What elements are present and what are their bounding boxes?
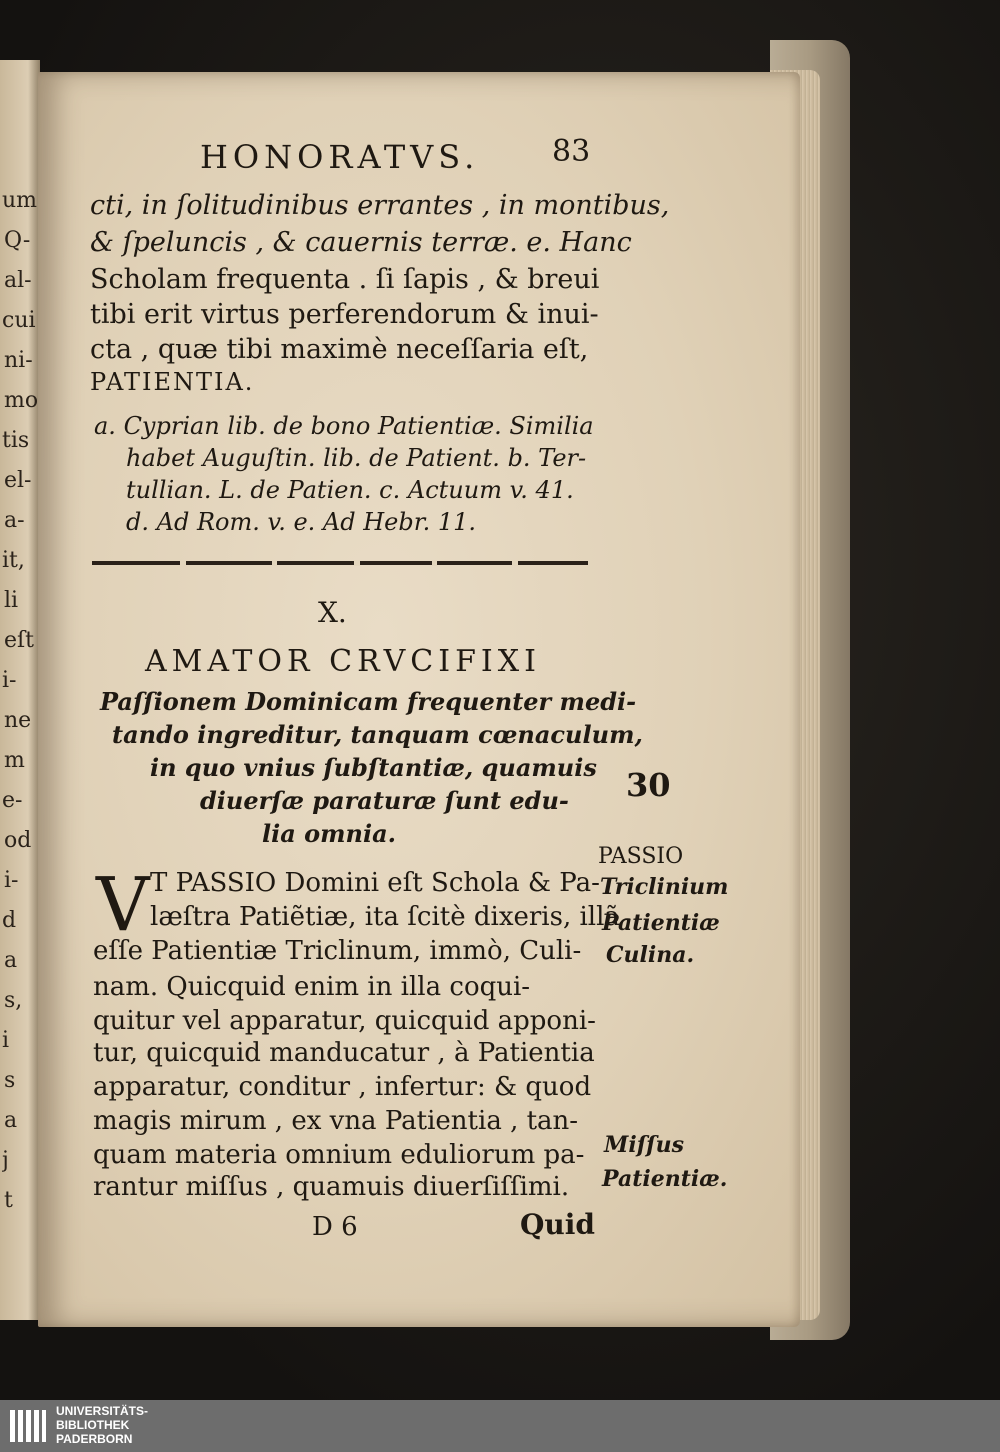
body-line: læſtra Patiẽtiæ, ita ſcitè dixeris, illã <box>150 902 620 932</box>
facing-page-fragment: d <box>2 910 17 932</box>
drop-cap: V <box>96 862 150 948</box>
margin-note: Culina. <box>606 942 695 968</box>
text-line: PATIENTIA. <box>90 368 255 396</box>
facing-page-fragment: tis <box>2 430 30 452</box>
facing-page-fragment: s, <box>4 990 23 1012</box>
ornamental-rule <box>92 560 588 566</box>
page-number: 83 <box>552 134 591 169</box>
body-line: apparatur, conditur , infertur: & quod <box>93 1072 592 1102</box>
subtitle-line: in quo vnius ſubſtantiæ, quamuis <box>150 753 597 782</box>
facing-page-fragment: um <box>2 190 38 212</box>
library-name-line: UNIVERSITÄTS- <box>56 1404 149 1418</box>
facing-page-fragment: od <box>4 830 32 852</box>
note-line: d. Ad Rom. v. e. Ad Hebr. 11. <box>126 508 476 536</box>
library-name-line: PADERBORN <box>56 1432 133 1446</box>
margin-note: Patientiæ <box>602 910 720 936</box>
facing-page-fragment: a <box>4 1110 18 1132</box>
facing-page-fragment: j <box>2 1150 9 1172</box>
facing-page-fragment: li <box>4 590 19 612</box>
facing-page-fragment: a- <box>4 510 25 532</box>
text-line: cta , quæ tibi maximè neceſſaria eſt, <box>90 334 589 365</box>
subtitle-line: lia omnia. <box>262 819 397 848</box>
facing-page-fragment: i <box>2 1030 10 1052</box>
margin-note: Patientiæ. <box>602 1166 728 1192</box>
facing-page-fragment: t <box>4 1190 13 1212</box>
library-logo-icon <box>8 1406 48 1446</box>
note-line: a. Cyprian lib. de bono Patientiæ. Similia <box>94 412 594 440</box>
library-name-line: BIBLIOTHEK <box>56 1418 130 1432</box>
text-line: cti, in ſolitudinibus errantes , in montibus, <box>90 190 670 221</box>
facing-page-fragment: s <box>4 1070 16 1092</box>
note-line: habet Auguſtin. lib. de Patient. b. Ter- <box>126 444 587 472</box>
facing-page-fragment: ni- <box>4 350 33 372</box>
facing-page-fragment: i- <box>4 870 19 892</box>
facing-page-fragment: mo <box>4 390 39 412</box>
facing-page-fragment: al- <box>4 270 32 292</box>
margin-note: Miſſus <box>604 1132 685 1158</box>
text-line: & ſpeluncis , & cauernis terræ. e. Hanc <box>90 227 632 258</box>
body-line: rantur miſſus , quamuis diuerſiſſimi. <box>93 1172 570 1202</box>
text-line: Scholam frequenta . ſi ſapis , & breui <box>90 264 600 295</box>
body-line: eſſe Patientiæ Triclinum, immò, Culi- <box>93 936 582 966</box>
facing-page-fragment: eſt <box>4 630 35 652</box>
facing-page-fragment: el- <box>4 470 32 492</box>
running-head-title: HONORATVS. <box>200 138 480 176</box>
running-head <box>200 134 600 178</box>
facing-page-fragment: Q- <box>4 230 31 252</box>
facing-page-fragment: it, <box>2 550 25 572</box>
subtitle-line: tando ingreditur, tanquam cœnaculum, <box>112 720 643 749</box>
body-line: quam materia omnium eduliorum pa- <box>93 1140 585 1170</box>
subtitle-line: Paſſionem Dominicam frequenter medi- <box>100 687 637 716</box>
facing-page-fragment: ne <box>4 710 32 732</box>
signature-mark: D 6 <box>312 1212 358 1242</box>
catchword: Quid <box>520 1208 595 1241</box>
margin-note: PASSIO <box>598 844 684 869</box>
body-line: magis mirum , ex vna Patientia , tan- <box>93 1106 579 1136</box>
section-title: AMATOR CRVCIFIXI <box>145 644 541 679</box>
margin-note: Triclinium <box>600 874 729 900</box>
handwritten-number: 30 <box>626 766 671 804</box>
facing-page-fragment: m <box>4 750 25 772</box>
body-line: tur, quicquid manducatur , à Patientia <box>93 1038 595 1068</box>
body-line: T PASSIO Domini eſt Schola & Pa- <box>150 868 600 898</box>
facing-page-fragment: a <box>4 950 18 972</box>
section-number: X. <box>318 596 347 629</box>
facing-page-fragment: cui <box>2 310 36 332</box>
body-line: nam. Quicquid enim in illa coqui- <box>93 972 531 1002</box>
subtitle-line: diuerſæ paraturæ ſunt edu- <box>200 786 569 815</box>
facing-page-fragment: i- <box>2 670 17 692</box>
text-line: tibi erit virtus perferendorum & inui- <box>90 299 599 330</box>
library-name <box>56 1404 148 1446</box>
library-footer-bar <box>0 1400 1000 1452</box>
note-line: tullian. L. de Patien. c. Actuum v. 41. <box>126 476 574 504</box>
body-line: quitur vel apparatur, quicquid apponi- <box>93 1006 596 1036</box>
facing-page-fragment: e- <box>2 790 23 812</box>
